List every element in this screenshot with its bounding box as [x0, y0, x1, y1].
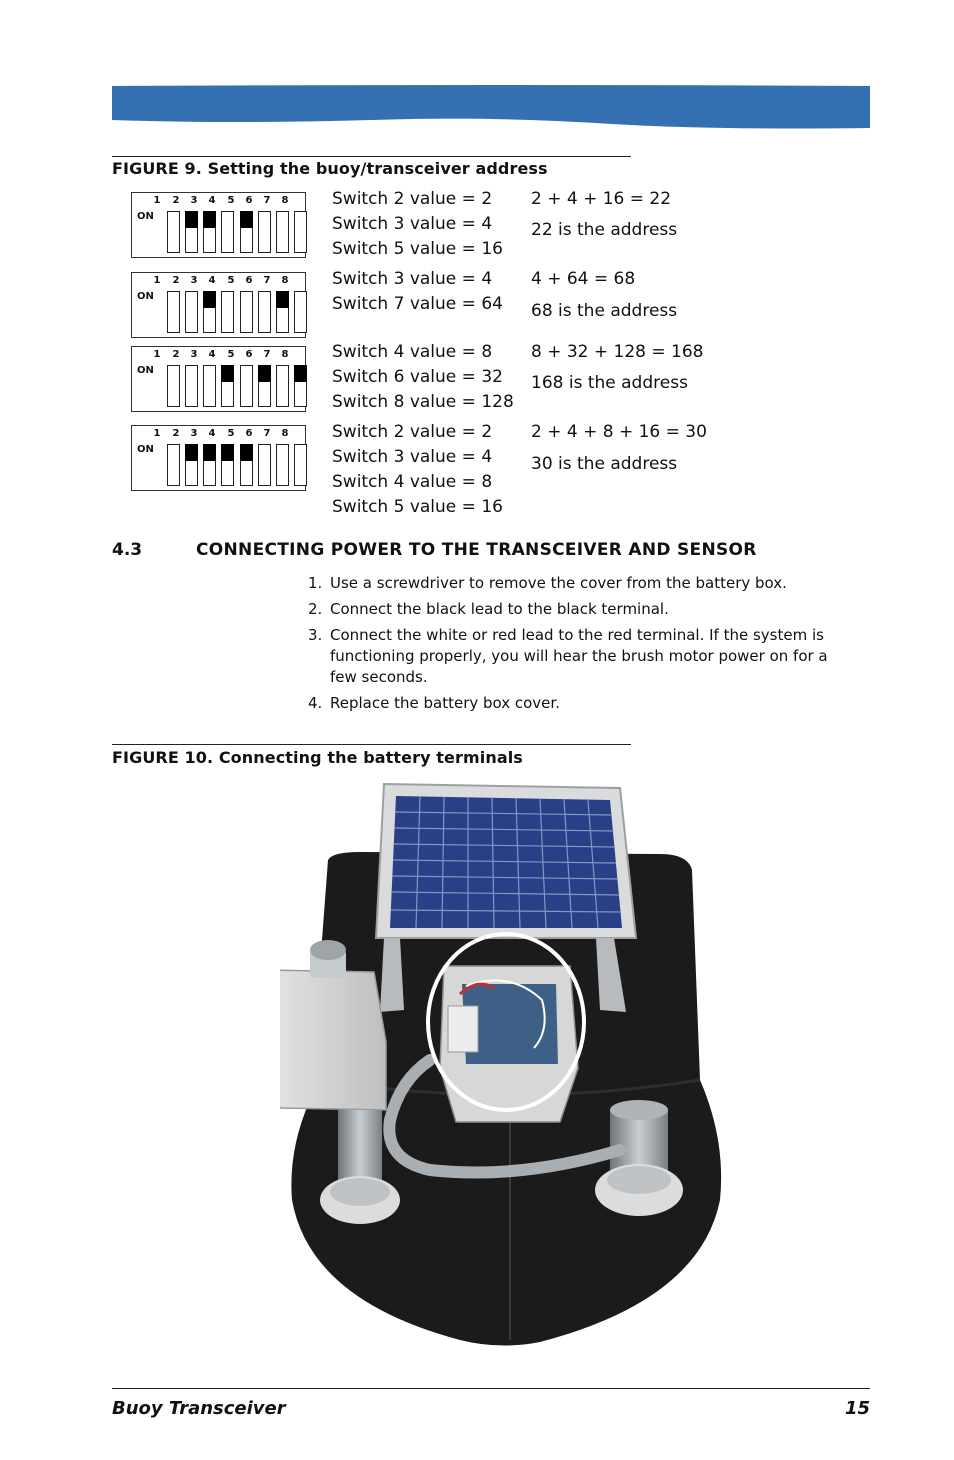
switch-knob: [240, 444, 253, 461]
switch-number: 3: [190, 275, 198, 286]
switch-number: 5: [227, 195, 235, 206]
dip-switch-diagram: [131, 192, 306, 258]
dip-switch: [240, 211, 253, 253]
dip-switch: [167, 211, 180, 253]
dip-switch: [167, 291, 180, 333]
electronics-box: [280, 970, 386, 1110]
step-text: Connect the black lead to the black terminal.: [330, 600, 669, 618]
address-sum: 8 + 32 + 128 = 168: [531, 342, 704, 362]
step-text: Connect the white or red lead to the red terminal. If the system is functioning properly, you will hear the brush motor power on for a few seconds.: [330, 626, 828, 686]
dip-switch: [185, 444, 198, 486]
switch-number: 2: [172, 195, 180, 206]
switch-number: 5: [227, 349, 235, 360]
switch-number: 2: [172, 349, 180, 360]
dip-switch: [258, 365, 271, 407]
dip-switch: [240, 444, 253, 486]
switch-knob: [258, 365, 271, 382]
switch-number: 5: [227, 275, 235, 286]
dip-switch: [185, 211, 198, 253]
switch-number: 2: [172, 275, 180, 286]
figure-10-rule: [112, 744, 631, 745]
switch-value-line: Switch 3 value = 4: [332, 214, 493, 234]
buoy-photo: [280, 780, 740, 1348]
address-result: 30 is the address: [531, 454, 678, 474]
dip-switch: [167, 444, 180, 486]
dip-switch: [258, 211, 271, 253]
switch-value-line: Switch 2 value = 2: [332, 422, 493, 442]
dip-switch: [294, 444, 307, 486]
dip-switch: [258, 444, 271, 486]
list-item: [308, 693, 858, 714]
switch-knob: [203, 444, 216, 461]
switch-number: 4: [208, 275, 216, 286]
switch-number-row: [132, 275, 307, 287]
switch-number: 7: [263, 275, 271, 286]
dip-switch: [185, 291, 198, 333]
step-number: 3.: [308, 626, 323, 644]
list-item: [308, 599, 858, 620]
dip-switch: [203, 211, 216, 253]
switch-knob: [185, 211, 198, 228]
switch-number: 7: [263, 349, 271, 360]
switch-number: 7: [263, 195, 271, 206]
figure-9-rule: [112, 156, 631, 157]
list-item: [308, 573, 858, 594]
switch-value-line: Switch 5 value = 16: [332, 239, 503, 259]
on-label: ON: [137, 444, 154, 455]
switch-number: 6: [245, 275, 253, 286]
dip-switch-diagram: [131, 346, 306, 412]
switch-number: 8: [281, 275, 289, 286]
switch-number: 7: [263, 428, 271, 439]
switch-values: [332, 420, 503, 520]
section-number: 4.3: [112, 540, 143, 560]
switch-knob: [221, 444, 234, 461]
switch-number: 2: [172, 428, 180, 439]
dip-switch: [203, 365, 216, 407]
switch-knob: [185, 444, 198, 461]
switch-knob: [276, 291, 289, 308]
dip-switch: [276, 365, 289, 407]
switch-number: 4: [208, 349, 216, 360]
step-number: 4.: [308, 694, 323, 712]
switch-knob: [203, 211, 216, 228]
figure-10-title: FIGURE 10. Connecting the battery terminals: [112, 748, 523, 767]
dip-switch-diagram: [131, 272, 306, 338]
address-sum: 2 + 4 + 8 + 16 = 30: [531, 422, 707, 442]
step-text: Use a screwdriver to remove the cover from the battery box.: [330, 574, 787, 592]
switch-number: 4: [208, 428, 216, 439]
dip-switch: [240, 291, 253, 333]
switch-knob: [240, 211, 253, 228]
step-number: 2.: [308, 600, 323, 618]
dip-switch: [203, 291, 216, 333]
page-number: 15: [844, 1398, 870, 1419]
dip-switch: [203, 444, 216, 486]
address-result: 22 is the address: [531, 220, 678, 240]
header-banner: [112, 84, 870, 130]
switch-number: 8: [281, 349, 289, 360]
switch-values: [332, 187, 503, 262]
switch-number: 1: [153, 195, 161, 206]
switch-number: 3: [190, 195, 198, 206]
on-label: ON: [137, 291, 154, 302]
switch-value-line: Switch 7 value = 64: [332, 294, 503, 314]
dip-switch: [221, 291, 234, 333]
on-label: ON: [137, 365, 154, 376]
switch-number: 8: [281, 195, 289, 206]
switch-number: 8: [281, 428, 289, 439]
dip-switch: [276, 444, 289, 486]
switch-value-line: Switch 6 value = 32: [332, 367, 503, 387]
switch-number: 6: [245, 195, 253, 206]
switch-number-row: [132, 195, 307, 207]
on-label: ON: [137, 211, 154, 222]
switch-number: 4: [208, 195, 216, 206]
address-sum: 2 + 4 + 16 = 22: [531, 189, 672, 209]
footer-title: Buoy Transceiver: [112, 1398, 286, 1419]
switch-value-line: Switch 8 value = 128: [332, 392, 514, 412]
dip-switch: [167, 365, 180, 407]
switch-value-line: Switch 5 value = 16: [332, 497, 503, 517]
dip-switch: [276, 291, 289, 333]
list-item: [308, 625, 858, 688]
switch-number: 6: [245, 349, 253, 360]
dip-switch: [185, 365, 198, 407]
section-title: CONNECTING POWER TO THE TRANSCEIVER AND SENSOR: [196, 540, 757, 560]
switch-number-row: [132, 349, 307, 361]
address-result: 168 is the address: [531, 373, 688, 393]
step-text: Replace the battery box cover.: [330, 694, 560, 712]
switch-knob: [294, 365, 307, 382]
switch-value-line: Switch 2 value = 2: [332, 189, 493, 209]
dip-switch: [240, 365, 253, 407]
instruction-steps: [308, 573, 858, 719]
switch-number: 6: [245, 428, 253, 439]
switch-number-row: [132, 428, 307, 440]
switch-values: [332, 267, 503, 317]
address-sum: 4 + 64 = 68: [531, 269, 636, 289]
dip-switch: [221, 444, 234, 486]
switch-values: [332, 340, 514, 415]
switch-number: 1: [153, 349, 161, 360]
dip-switch: [276, 211, 289, 253]
dip-switch: [294, 211, 307, 253]
footer-rule: [112, 1388, 870, 1389]
dip-switch-diagram: [131, 425, 306, 491]
switch-number: 3: [190, 349, 198, 360]
dip-switch: [294, 291, 307, 333]
switch-value-line: Switch 3 value = 4: [332, 447, 493, 467]
switch-number: 5: [227, 428, 235, 439]
switch-number: 3: [190, 428, 198, 439]
dip-switch: [294, 365, 307, 407]
switch-number: 1: [153, 428, 161, 439]
switch-value-line: Switch 4 value = 8: [332, 472, 493, 492]
dip-switch: [258, 291, 271, 333]
figure-9-title: FIGURE 9. Setting the buoy/transceiver address: [112, 159, 548, 178]
step-number: 1.: [308, 574, 323, 592]
dip-switch: [221, 211, 234, 253]
switch-value-line: Switch 3 value = 4: [332, 269, 493, 289]
switch-knob: [221, 365, 234, 382]
address-result: 68 is the address: [531, 301, 678, 321]
switch-number: 1: [153, 275, 161, 286]
dip-switch: [221, 365, 234, 407]
switch-value-line: Switch 4 value = 8: [332, 342, 493, 362]
switch-knob: [203, 291, 216, 308]
